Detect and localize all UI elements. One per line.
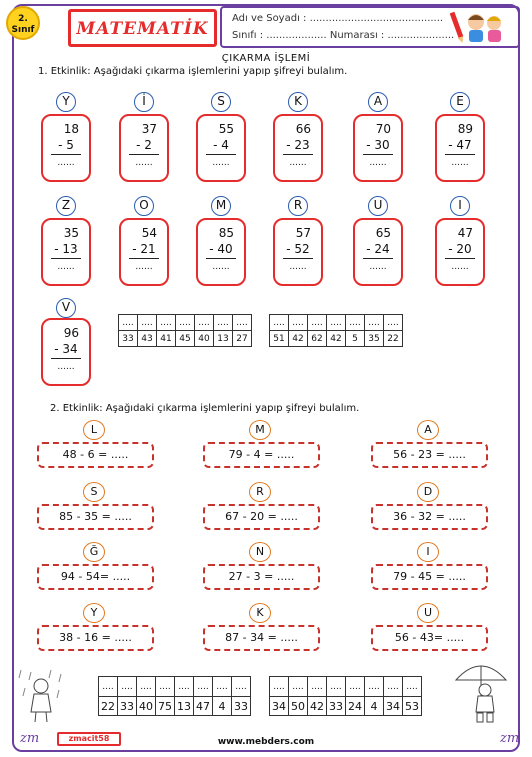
sum-line [129, 258, 159, 259]
sum-line [51, 258, 81, 259]
subtraction-box [353, 114, 403, 182]
code-number-cell: 33 [232, 697, 251, 716]
minuend: 35 [63, 226, 79, 240]
minuend: 96 [63, 326, 79, 340]
subtrahend: - 13 [54, 242, 78, 256]
minuend: 66 [295, 122, 311, 136]
equation-box[interactable]: 56 - 23 = ..... [371, 442, 488, 468]
subtraction-box [41, 318, 91, 386]
answer-blank[interactable]: ...... [212, 262, 230, 272]
code-number-cell: 4 [213, 697, 232, 716]
class-line: Sınıfı : ................... Numarası : ..................... [232, 30, 455, 41]
letter-circle: V [56, 298, 76, 318]
signature-left: zm [20, 731, 40, 746]
grade-number: 2. [18, 14, 28, 24]
minuend: 18 [63, 122, 79, 136]
code-number-cell: 13 [175, 697, 194, 716]
sum-line [283, 154, 313, 155]
equation-box[interactable]: 36 - 32 = ..... [371, 504, 488, 530]
code-number-cell: 41 [157, 331, 176, 347]
letter-circle: M [211, 196, 231, 216]
code-letter-cell[interactable]: .... [138, 315, 157, 331]
code-number-cell: 22 [99, 697, 118, 716]
subtrahend: - 34 [54, 342, 78, 356]
answer-blank[interactable]: ...... [369, 158, 387, 168]
equation-box[interactable]: 87 - 34 = ..... [203, 625, 320, 651]
subtraction-box [41, 114, 91, 182]
letter-circle: K [249, 603, 271, 623]
code-number-cell: 24 [346, 697, 365, 716]
activity2-heading: 2. Etkinlik: Aşağıdaki çıkarma işlemlerini yapıp şifreyi bulalım. [50, 403, 360, 414]
subtraction-box [196, 218, 246, 286]
equation-box[interactable]: 85 - 35 = ..... [37, 504, 154, 530]
answer-blank[interactable]: ...... [289, 262, 307, 272]
code-letter-cell[interactable]: .... [214, 315, 233, 331]
letter-circle: O [134, 196, 154, 216]
code-letter-cell[interactable]: .... [137, 677, 156, 697]
code-number-cell: 43 [138, 331, 157, 347]
letter-circle: U [368, 196, 388, 216]
letter-circle: R [288, 196, 308, 216]
code-number-cell: 40 [137, 697, 156, 716]
minuend: 55 [218, 122, 234, 136]
letter-circle: K [288, 92, 308, 112]
sum-line [363, 154, 393, 155]
code-number-cell: 33 [327, 697, 346, 716]
letter-circle: İ [134, 92, 154, 112]
letter-circle: Ğ [83, 542, 105, 562]
subtrahend: - 23 [286, 138, 310, 152]
answer-blank[interactable]: ...... [135, 262, 153, 272]
code-letter-cell[interactable]: .... [327, 677, 346, 697]
subtraction-box [273, 218, 323, 286]
grade-badge [6, 6, 40, 40]
code-letter-cell[interactable]: .... [289, 677, 308, 697]
code-number-cell: 13 [214, 331, 233, 347]
code-row-letters [99, 677, 422, 697]
grade-label: Sınıf [11, 25, 35, 35]
subtrahend: - 20 [448, 242, 472, 256]
answer-blank[interactable]: ...... [57, 158, 75, 168]
minuend: 65 [375, 226, 391, 240]
minuend: 54 [141, 226, 157, 240]
code-number-cell: 34 [270, 697, 289, 716]
code-letter-cell[interactable]: .... [118, 677, 137, 697]
code-letter-cell[interactable]: .... [175, 677, 194, 697]
equation-box[interactable]: 38 - 16 = ..... [37, 625, 154, 651]
code-letter-cell[interactable]: .... [156, 677, 175, 697]
kids-with-pencil-icon [450, 8, 506, 44]
letter-circle: D [417, 482, 439, 502]
code-number-cell: 22 [384, 331, 403, 347]
sum-line [51, 358, 81, 359]
signature-right: zm [500, 731, 520, 746]
subtraction-box [353, 218, 403, 286]
minuend: 57 [295, 226, 311, 240]
answer-blank[interactable]: ...... [212, 158, 230, 168]
code-row-numbers [119, 331, 403, 347]
code-number-cell: 27 [233, 331, 252, 347]
subtraction-box [41, 218, 91, 286]
letter-circle: M [249, 420, 271, 440]
rain-child-icon [17, 668, 65, 724]
code-letter-cell[interactable]: .... [270, 315, 289, 331]
letter-circle: Y [56, 92, 76, 112]
answer-blank[interactable]: ...... [451, 262, 469, 272]
letter-circle: R [249, 482, 271, 502]
subtraction-box [119, 114, 169, 182]
answer-blank[interactable]: ...... [289, 158, 307, 168]
code-letter-cell[interactable]: .... [232, 677, 251, 697]
letter-circle: N [249, 542, 271, 562]
code-letter-cell[interactable]: .... [365, 315, 384, 331]
section-title: ÇIKARMA İŞLEMİ [221, 53, 311, 64]
code-letter-cell[interactable]: .... [403, 677, 422, 697]
subtrahend: - 24 [366, 242, 390, 256]
answer-blank[interactable]: ...... [451, 158, 469, 168]
code-number-cell: 50 [289, 697, 308, 716]
activity1-heading: 1. Etkinlik: Aşağıdaki çıkarma işlemlerini yapıp şifreyi bulalım. [38, 66, 348, 77]
code-row-letters [119, 315, 403, 331]
letter-circle: E [450, 92, 470, 112]
code-number-cell: 62 [308, 331, 327, 347]
subtrahend: - 2 [136, 138, 152, 152]
letter-circle: I [417, 542, 439, 562]
code-number-cell: 42 [289, 331, 308, 347]
code-letter-cell[interactable]: .... [157, 315, 176, 331]
subtrahend: - 30 [366, 138, 390, 152]
umbrella-child-icon [452, 658, 510, 724]
equation-box[interactable]: 79 - 4 = ..... [203, 442, 320, 468]
title-box [68, 9, 217, 47]
page-title: MATEMATİK [76, 19, 209, 39]
equation-box[interactable]: 94 - 54= ..... [37, 564, 154, 590]
code-letter-cell[interactable]: .... [384, 677, 403, 697]
code-number-cell: 4 [365, 697, 384, 716]
code-number-cell: 33 [118, 697, 137, 716]
letter-circle: I [450, 196, 470, 216]
sum-line [206, 154, 236, 155]
footer-url: www.mebders.com [217, 737, 315, 747]
code-letter-cell[interactable]: .... [346, 315, 365, 331]
letter-circle: A [368, 92, 388, 112]
code-letter-cell[interactable]: .... [233, 315, 252, 331]
sum-line [445, 154, 475, 155]
code-letter-cell[interactable]: .... [119, 315, 138, 331]
code-number-cell [252, 331, 270, 347]
code-letter-cell[interactable]: .... [213, 677, 232, 697]
activity2-code-table [98, 676, 422, 716]
code-letter-cell [251, 677, 270, 697]
subtrahend: - 4 [213, 138, 229, 152]
subtrahend: - 5 [58, 138, 74, 152]
equation-box[interactable]: 56 - 43= ..... [371, 625, 488, 651]
code-letter-cell [252, 315, 270, 331]
answer-blank[interactable]: ...... [369, 262, 387, 272]
code-letter-cell[interactable]: .... [365, 677, 384, 697]
answer-blank[interactable]: ...... [57, 362, 75, 372]
subtraction-box [435, 114, 485, 182]
code-letter-cell[interactable]: .... [99, 677, 118, 697]
code-letter-cell[interactable]: .... [327, 315, 346, 331]
letter-circle: U [417, 603, 439, 623]
letter-circle: L [83, 420, 105, 440]
code-number-cell: 5 [346, 331, 365, 347]
code-number-cell: 34 [384, 697, 403, 716]
subtraction-box [119, 218, 169, 286]
minuend: 89 [457, 122, 473, 136]
subtraction-box [196, 114, 246, 182]
letter-circle: Y [83, 603, 105, 623]
code-number-cell: 33 [119, 331, 138, 347]
code-letter-cell[interactable]: .... [194, 677, 213, 697]
minuend: 37 [141, 122, 157, 136]
subtrahend: - 52 [286, 242, 310, 256]
subtraction-box [435, 218, 485, 286]
author-tag: zmacit58 [57, 732, 121, 746]
code-number-cell: 51 [270, 331, 289, 347]
answer-blank[interactable]: ...... [57, 262, 75, 272]
equation-box[interactable]: 79 - 45 = ..... [371, 564, 488, 590]
subtrahend: - 40 [209, 242, 233, 256]
subtrahend: - 21 [132, 242, 156, 256]
code-letter-cell[interactable]: .... [308, 677, 327, 697]
code-number-cell: 45 [176, 331, 195, 347]
sum-line [51, 154, 81, 155]
letter-circle: S [83, 482, 105, 502]
code-letter-cell[interactable]: .... [195, 315, 214, 331]
sum-line [206, 258, 236, 259]
sum-line [363, 258, 393, 259]
code-row-numbers [99, 697, 422, 716]
code-letter-cell[interactable]: .... [289, 315, 308, 331]
minuend: 70 [375, 122, 391, 136]
code-letter-cell[interactable]: .... [270, 677, 289, 697]
code-number-cell: 42 [327, 331, 346, 347]
code-letter-cell[interactable]: .... [346, 677, 365, 697]
minuend: 85 [218, 226, 234, 240]
equation-box[interactable]: 27 - 3 = ..... [203, 564, 320, 590]
equation-box[interactable]: 48 - 6 = ..... [37, 442, 154, 468]
equation-box[interactable]: 67 - 20 = ..... [203, 504, 320, 530]
subtraction-box [273, 114, 323, 182]
letter-circle: S [211, 92, 231, 112]
name-line: Adı ve Soyadı : .......................................... [232, 13, 444, 24]
letter-circle: Z [56, 196, 76, 216]
code-number-cell: 35 [365, 331, 384, 347]
letter-circle: A [417, 420, 439, 440]
code-number-cell: 75 [156, 697, 175, 716]
sum-line [283, 258, 313, 259]
code-number-cell: 47 [194, 697, 213, 716]
code-letter-cell[interactable]: .... [308, 315, 327, 331]
code-number-cell: 53 [403, 697, 422, 716]
code-letter-cell[interactable]: .... [384, 315, 403, 331]
answer-blank[interactable]: ...... [135, 158, 153, 168]
code-number-cell: 40 [195, 331, 214, 347]
minuend: 47 [457, 226, 473, 240]
code-letter-cell[interactable]: .... [176, 315, 195, 331]
sum-line [445, 258, 475, 259]
activity1-code-table [118, 314, 403, 347]
subtrahend: - 47 [448, 138, 472, 152]
code-number-cell: 42 [308, 697, 327, 716]
code-number-cell [251, 697, 270, 716]
sum-line [129, 154, 159, 155]
